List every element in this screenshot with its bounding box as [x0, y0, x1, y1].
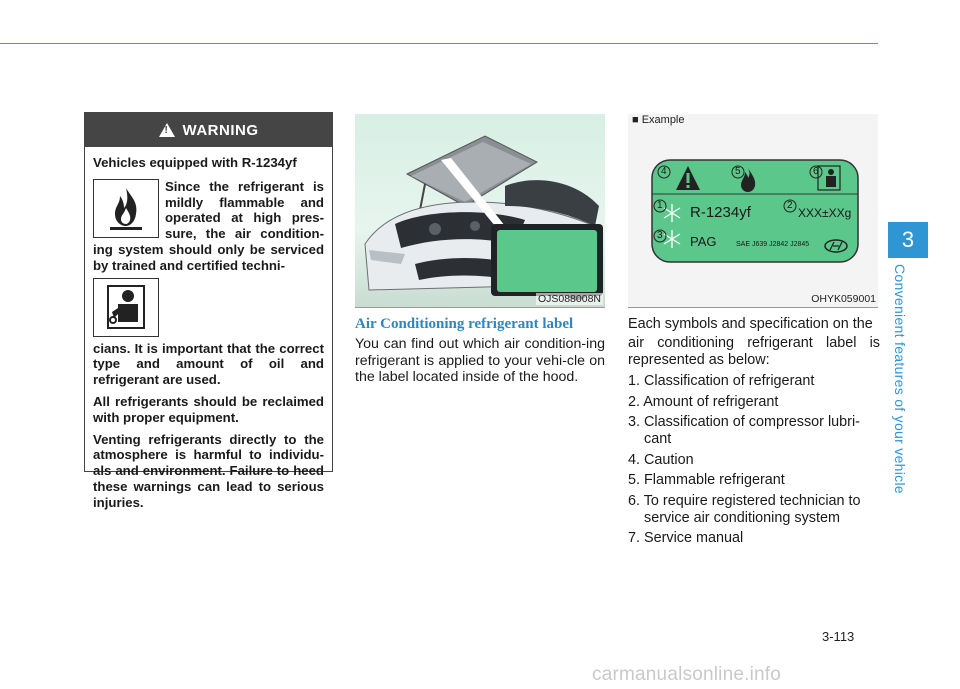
- list-item: 1. Classification of refrigerant: [628, 373, 815, 389]
- label-refrigerant-amount: XXX±XXg: [798, 206, 852, 220]
- warning-header: [85, 113, 332, 147]
- explanation-intro-1: Each symbols and specification on the: [628, 316, 873, 332]
- list-item: 7. Service manual: [628, 530, 744, 546]
- label-number-4: 4: [661, 166, 667, 177]
- page-number: 3-113: [822, 629, 855, 644]
- flame-icon: [93, 179, 159, 238]
- chapter-tab: 3: [888, 222, 928, 258]
- label-number-2: 2: [787, 200, 793, 211]
- label-caption: OHYK059001: [811, 293, 876, 305]
- explanation-list: [628, 373, 880, 547]
- warning-para1-end: cians. It is important that the correct type and amount of oil and refrigerant are used.: [93, 340, 324, 388]
- warning-para3: Venting refrigerants directly to the atmosphere is harmful to individu-als and environment. Failure to heed these warnings can lead to serious injuries.: [93, 431, 324, 510]
- car-illustration: [355, 114, 605, 308]
- warning-heading: WARNING: [182, 121, 259, 139]
- label-sae-standard: SAE J639 J2842 J2845: [736, 241, 810, 248]
- list-item: 6. To require registered technician to service air conditioning system: [628, 492, 861, 526]
- refrigerant-label-figure: [628, 114, 878, 308]
- label-number-5: 5: [735, 166, 741, 177]
- list-item: 3. Classification of compressor lubri-cant: [628, 414, 860, 447]
- warning-body: [85, 147, 332, 511]
- chapter-title: [892, 264, 920, 504]
- top-rule: [0, 43, 878, 44]
- list-item: 5. Flammable refrigerant: [628, 472, 785, 488]
- list-item: 2. Amount of refrigerant: [628, 393, 779, 410]
- warning-triangle-icon: !: [159, 123, 175, 137]
- label-refrigerant-type: R-1234yf: [690, 204, 751, 221]
- chapter-title-text: Convenient features of your vehicle: [892, 264, 908, 494]
- section-body: You can find out which air condition-ing refrigerant is applied to your vehi-cle on the label located inside of the hood.: [355, 336, 605, 385]
- technician-icon: [93, 278, 159, 337]
- warning-para1-start: Since the refrigerant is mildly flammable and operated at high pres-sure, the air condition-ing system should only be serviced by trained and certified techni-: [93, 178, 324, 273]
- label-number-1: 1: [657, 200, 663, 211]
- label-number-6: 6: [813, 166, 819, 177]
- explanation-intro-2: air conditioning refrigerant label is represented as below:: [628, 335, 880, 368]
- warning-para2: All refrigerants should be reclaimed with proper equipment.: [93, 393, 324, 425]
- example-marker: ■ Example: [632, 114, 685, 126]
- label-explanation: [628, 316, 880, 551]
- warning-subheading: Vehicles equipped with R-1234yf: [93, 155, 297, 170]
- list-item: 4. Caution: [628, 451, 694, 468]
- photo-caption: OJS088008N: [537, 293, 601, 305]
- section-title: Air Conditioning refrigerant label: [355, 316, 574, 332]
- label-oil-type: PAG: [690, 234, 717, 249]
- label-number-3: 3: [657, 230, 663, 241]
- car-hood-photo: [355, 114, 605, 308]
- warning-box: [84, 112, 333, 510]
- watermark: carmanualsonline.info: [592, 664, 782, 685]
